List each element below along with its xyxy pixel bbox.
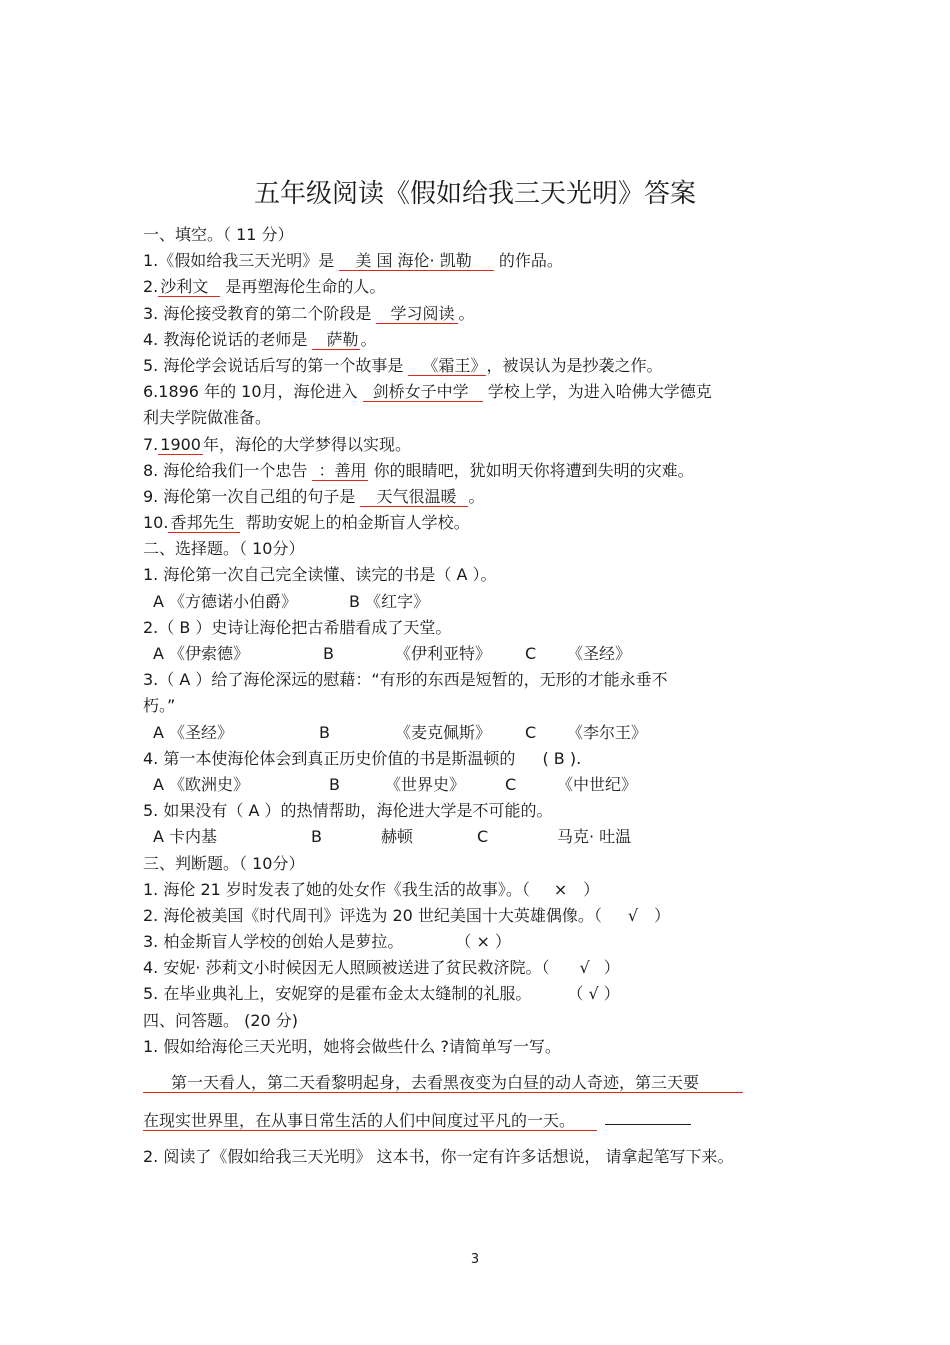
choice-question: 4. 第一本使海伦体会到真正历史价值的书是斯温顿的 ( B ). [143, 748, 582, 768]
fill-answer: 《霜王》 [408, 356, 486, 376]
option-b: B [311, 827, 322, 847]
essay-answer-line [143, 1064, 823, 1102]
option-b: B [319, 722, 330, 742]
fill-question: 10. 香邦先生 帮助安妮上的柏金斯盲人学校。 [143, 513, 470, 533]
fill-answer: 天气很温暖 [360, 487, 468, 507]
fill-question: 9. 海伦第一次自己组的句子是 天气很温暖 。 [143, 486, 485, 506]
choice-options [143, 589, 823, 615]
judge-question: 5. 在毕业典礼上，安妮穿的是霍布金太太缝制的礼服。 （ √ ） [143, 984, 620, 1004]
option-b: B [323, 644, 334, 663]
answer-content [143, 222, 823, 1170]
option-a: A 《伊索德》 [153, 644, 250, 663]
section-heading: 三、判断题。（ 10分） [143, 853, 305, 873]
essay-answer-line [143, 1102, 823, 1140]
choice-question: 1. 海伦第一次自己完全读懂、读完的书是（ A ）。 [143, 565, 497, 585]
fill-answer: 学习阅读 [376, 304, 458, 324]
fill-answer: ：善用 [312, 461, 368, 481]
fill-answer: 香邦先生 [168, 513, 240, 533]
judge-mark: √ [627, 905, 639, 925]
judge-mark: （ √ ） [575, 984, 620, 1004]
fill-answer: 1900 [160, 434, 201, 454]
fill-question: 2. 沙利文 是再塑海伦生命的人。 [143, 277, 386, 297]
fill-answer: 剑桥女子中学 [363, 382, 483, 402]
fill-question: 5. 海伦学会说话后写的第一个故事是 《霜王》 ，被误认为是抄袭之作。 [143, 355, 663, 375]
option-c: C [525, 644, 537, 663]
page-title: 五年级阅读《假如给我三天光明》答案 [253, 179, 696, 209]
fill-answer: 沙利文 [158, 277, 220, 297]
fill-question: 4. 教海伦说话的老师是 萨勒 。 [143, 329, 377, 349]
judge-question: 3. 柏金斯盲人学校的创始人是萝拉。 （ × ） [143, 932, 511, 952]
essay-question: 1. 假如给海伦三天光明，她将会做些什么 ?请简单写一写。 [143, 1036, 561, 1056]
option-a: A 《方德诺小伯爵》 [153, 591, 298, 611]
fill-question: 7. 1900 年，海伦的大学梦得以实现。 [143, 434, 411, 454]
judge-question: 1. 海伦 21 岁时发表了她的处女作《我生活的故事》。（ × ） [143, 879, 600, 899]
fill-answer: 美 国 海伦· 凯勒 [339, 251, 493, 271]
option-a: A 《圣经》 [153, 722, 234, 742]
option-a: A 卡内基 [153, 827, 218, 847]
choice-options: A 《伊索德》 B 《伊利亚特》 C 《圣经》 [143, 641, 823, 667]
page-number: 3 [470, 1252, 480, 1267]
fill-question: 1.《假如给我三天光明》是 美 国 海伦· 凯勒 的作品。 [143, 251, 563, 271]
judge-question: 2. 海伦被美国《时代周刊》评选为 20 世纪美国十大英雄偶像。（ √ ） [143, 905, 671, 925]
option-c: C [505, 774, 517, 794]
choice-options: A 《圣经》 B 《麦克佩斯》 C 《李尔王》 [143, 720, 823, 746]
option-b: B [329, 774, 340, 794]
choice-question-continued: 朽。” [143, 696, 176, 716]
judge-question: 4. 安妮· 莎莉文小时候因无人照顾被送进了贫民救济院。（ √ ） [143, 958, 620, 978]
judge-mark: （ × ） [463, 932, 511, 952]
section-heading: 四、问答题。 (20 分) [143, 1010, 299, 1030]
essay-question: 2. 阅读了《假如给我三天光明》 这本书，你一定有许多话想说， 请拿起笔写下来。 [143, 1147, 734, 1166]
option-b: B 《红字》 [349, 591, 430, 611]
choice-question: 2.（ B ）史诗让海伦把古希腊看成了天堂。 [143, 617, 452, 637]
essay-answer: 第一天看人，第二天看黎明起身，去看黑夜变为白昼的动人奇迹，第三天要 [143, 1073, 743, 1093]
section-heading: 二、选择题。（ 10分） [143, 539, 305, 559]
fill-question: 8. 海伦给我们一个忠告 ：善用 你的眼睛吧，犹如明天你将遭到失明的灾难。 [143, 460, 694, 480]
fill-answer: 萨勒 [312, 330, 360, 350]
fill-question: 3. 海伦接受教育的第二个阶段是 学习阅读 。 [143, 303, 475, 323]
section-heading: 一、填空。（ 11 分） [143, 225, 294, 244]
choice-answer: ( B ). [542, 748, 582, 768]
choice-question: 3.（ A ）给了海伦深远的慰藉：“有形的东西是短暂的，无形的才能永垂不 [143, 670, 668, 690]
judge-mark: × [553, 879, 568, 899]
fill-question-continued: 利夫学院做准备。 [143, 408, 272, 428]
choice-options: A 《欧洲史》 B 《世界史》 C 《中世纪》 [143, 772, 823, 798]
fill-question: 6.1896 年的 10月，海伦进入 剑桥女子中学 学校上学，为进入哈佛大学德克 [143, 382, 712, 402]
essay-answer: 在现实世界里，在从事日常生活的人们中间度过平凡的一天。 [143, 1111, 597, 1131]
choice-options: A 卡内基 B 赫顿 C 马克· 吐温 [143, 824, 823, 850]
blank-line [605, 1102, 691, 1125]
option-c: C [525, 722, 537, 742]
choice-question: 5. 如果没有（ A ）的热情帮助，海伦进大学是不可能的。 [143, 801, 553, 821]
option-c: C [477, 827, 489, 847]
judge-mark: √ [579, 958, 590, 978]
option-a: A 《欧洲史》 [153, 774, 250, 794]
